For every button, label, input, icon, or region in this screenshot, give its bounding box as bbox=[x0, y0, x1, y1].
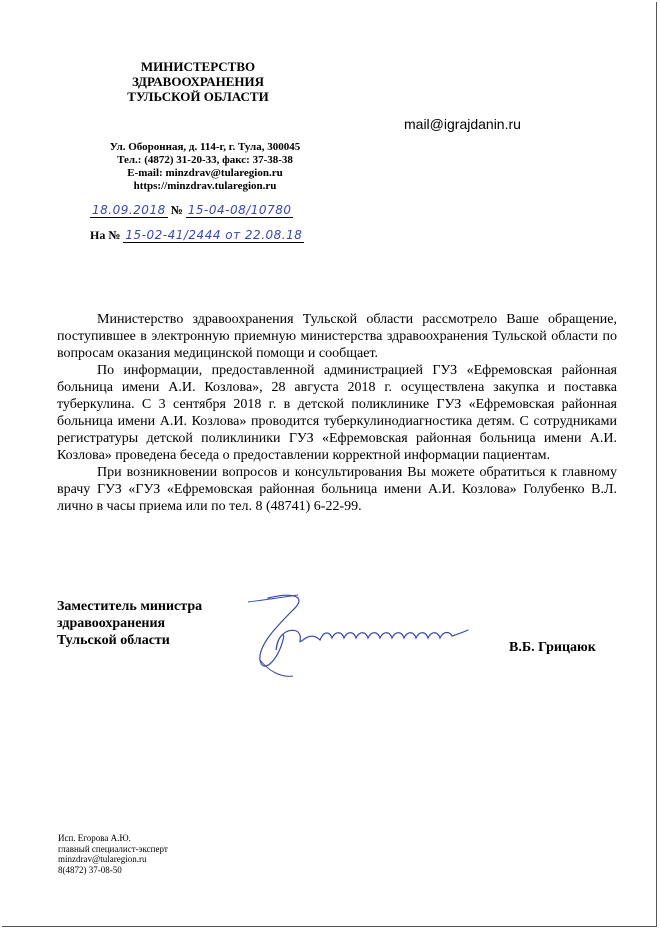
executor-info bbox=[58, 833, 168, 875]
paragraph: При возникновении вопросов и консультирования Вы можете обратиться к главному врачу ГУЗ «ГУЗ «Ефремовская районная больница имени А.И. Козлова» Голубенко В.Л. лично в часы приема или по тел. 8 (48741) 6-22-99. bbox=[57, 465, 617, 514]
signer-title-line: Заместитель министра bbox=[57, 599, 203, 614]
signer-title-line: здравоохранения bbox=[57, 616, 166, 631]
email: E-mail: minzdrav@tularegion.ru bbox=[127, 167, 283, 179]
executor-line: minzdrav@tularegion.ru bbox=[58, 854, 147, 864]
signer-title-line: Тульской области bbox=[57, 633, 170, 648]
letter-body bbox=[57, 311, 617, 515]
recipient-email: mail@igrajdanin.ru bbox=[404, 116, 521, 132]
executor-line: главный специалист-эксперт bbox=[58, 843, 168, 854]
website: https://minzdrav.tularegion.ru bbox=[133, 180, 277, 192]
ministry-line: ЗДРАВООХРАНЕНИЯ bbox=[131, 74, 264, 89]
handwritten-signature bbox=[238, 590, 473, 690]
paragraph: Министерство здравоохранения Тульской области рассмотрело Ваше обращение, поступившее в электронную приемную министерства здравоохранения Тульской области по вопросам оказания медицинской помощи и сообщает. bbox=[57, 312, 617, 361]
paragraph: По информации, предоставленной администрацией ГУЗ «Ефремовская районная больница имени А.И. Козлова», 28 августа 2018 г. осуществлена закупка и поставка туберкулина. С 3 сентября 2018 г. в детской поликлинике ГУЗ «Ефремовская районная больница имени А.И. Козлова» проводится туберкулинодиагностика детям. С сотрудниками регистратуры детской поликлиники ГУЗ «Ефремовская районная больница имени А.И. Козлова» проведена беседа о предоставлении корректной информации пациентам. bbox=[57, 363, 617, 463]
reply-line bbox=[90, 228, 304, 243]
registration-line bbox=[90, 203, 293, 218]
ministry-line: МИНИСТЕРСТВО bbox=[140, 59, 256, 74]
ministry-contacts bbox=[90, 141, 320, 193]
ministry-title bbox=[118, 59, 278, 104]
executor-line: Исп. Егорова А.Ю. bbox=[58, 833, 131, 843]
reply-reference: 15-02-41/2444 от 22.08.18 bbox=[125, 228, 303, 242]
signer-name: В.Б. Грицаюк bbox=[509, 640, 596, 655]
address: Ул. Оборонная, д. 114-г, г. Тула, 300045 bbox=[109, 141, 301, 153]
registration-number: 15-04-08/10780 bbox=[187, 203, 292, 217]
registration-date: 18.09.2018 bbox=[92, 203, 166, 217]
number-label: № bbox=[170, 203, 183, 217]
ministry-line: ТУЛЬСКОЙ ОБЛАСТИ bbox=[127, 89, 269, 104]
phone: Тел.: (4872) 31-20-33, факс: 37-38-38 bbox=[117, 154, 293, 166]
signer-title bbox=[57, 598, 257, 649]
executor-line: 8(4872) 37-08-50 bbox=[58, 864, 122, 875]
reply-label: На № bbox=[90, 228, 121, 242]
